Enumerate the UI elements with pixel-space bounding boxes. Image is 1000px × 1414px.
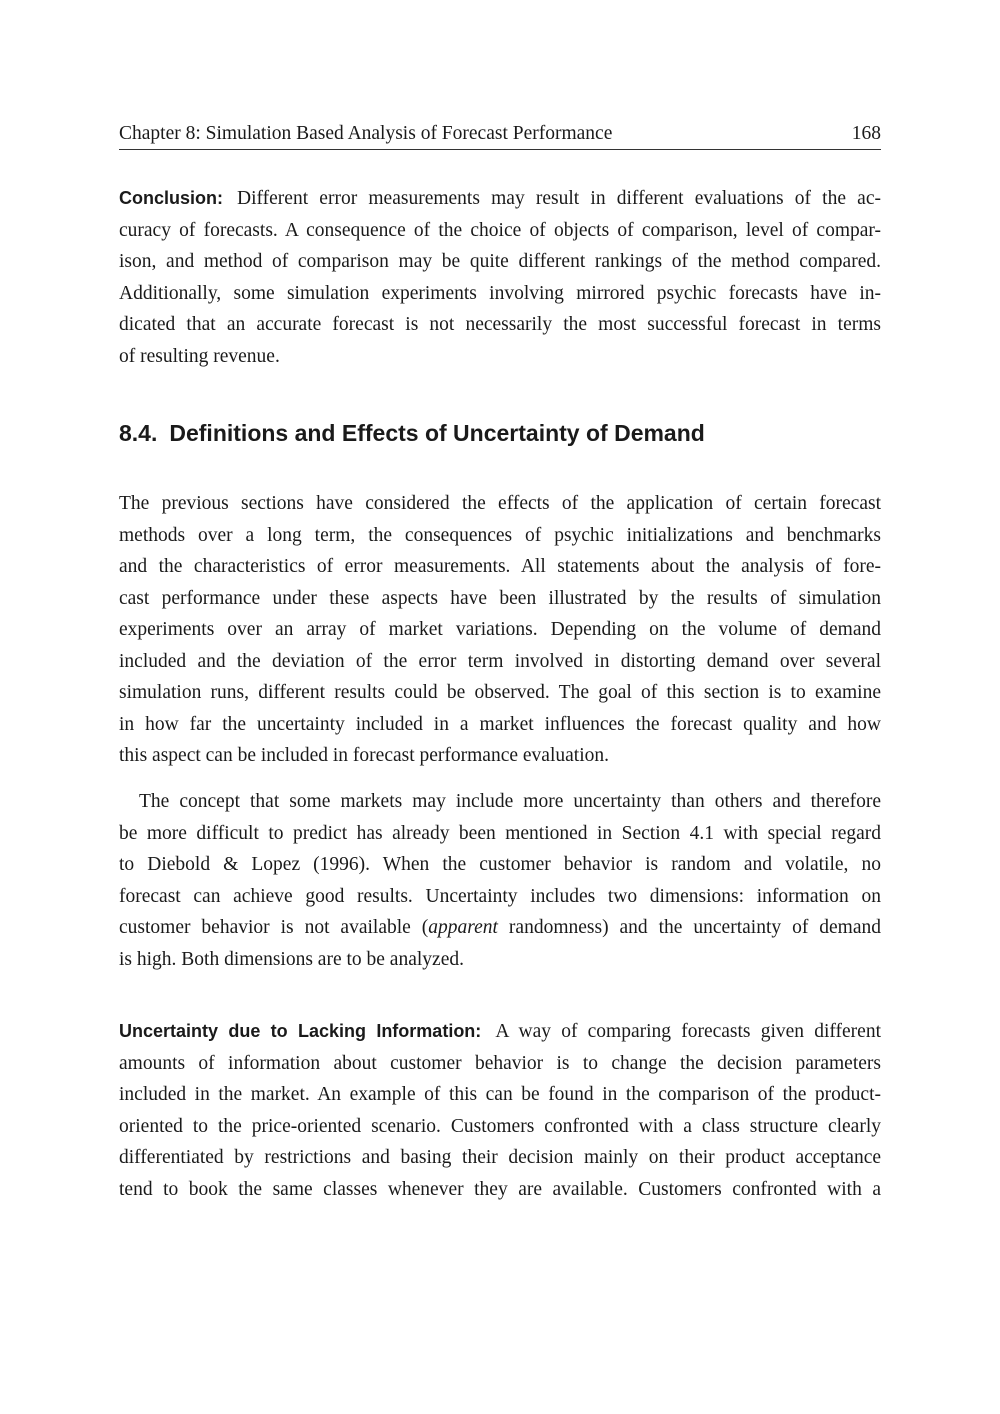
paragraph-1-line: cast performance under these aspects have been illustrated by the results of simulation bbox=[119, 587, 881, 609]
conclusion-paragraph bbox=[119, 183, 881, 372]
section-title: Definitions and Effects of Uncertainty of Demand bbox=[169, 420, 705, 446]
paragraph-1-line: simulation runs, different results could be observed. The goal of this section is to examine bbox=[119, 682, 881, 703]
conclusion-line-4: Additionally, some simulation experiments involving mirrored psychic forecasts have in- bbox=[119, 282, 881, 304]
conclusion-line-5: dicated that an accurate forecast is not necessarily the most successful forecast in terms bbox=[119, 314, 881, 335]
conclusion-line-2: curacy of forecasts. A consequence of the choice of objects of comparison, level of compar- bbox=[119, 219, 881, 241]
uncertainty-line: tend to book the same classes whenever they are available. Customers confronted with a bbox=[119, 1178, 881, 1200]
section-number: 8.4. bbox=[119, 420, 158, 446]
uncertainty-line: oriented to the price-oriented scenario. Customers confronted with a class structure clearly bbox=[119, 1115, 881, 1137]
paragraph-1-line: included and the deviation of the error term involved in distorting demand over several bbox=[119, 650, 881, 672]
uncertainty-line: amounts of information about customer behavior is to change the decision parameters bbox=[119, 1052, 881, 1074]
chapter-title: Chapter 8: Simulation Based Analysis of Forecast Performance bbox=[119, 123, 613, 144]
paragraph-2-line: forecast can achieve good results. Uncertainty includes two dimensions: information on bbox=[119, 885, 881, 907]
paragraph-1-line: in how far the uncertainty included in a market influences the forecast quality and how bbox=[119, 713, 881, 735]
paragraph-1-line: methods over a long term, the consequences of psychic initializations and benchmarks bbox=[119, 524, 881, 546]
conclusion-line-1: Different error measurements may result in different evaluations of the ac- bbox=[237, 188, 881, 209]
paragraph-1-line: this aspect can be included in forecast performance evaluation. bbox=[119, 745, 609, 766]
section-heading bbox=[119, 420, 705, 447]
conclusion-line-3: ison, and method of comparison may be quite different rankings of the method compared. bbox=[119, 251, 881, 272]
page-number: 168 bbox=[851, 123, 881, 144]
paragraph-2-line: to Diebold & Lopez (1996). When the customer behavior is random and volatile, no bbox=[119, 854, 881, 875]
running-header bbox=[119, 121, 881, 150]
italic-apparent: apparent bbox=[428, 917, 498, 938]
paragraph-2-line: is high. Both dimensions are to be analyzed. bbox=[119, 948, 464, 970]
uncertainty-paragraph bbox=[119, 1016, 881, 1205]
paragraph-2-line: The concept that some markets may include more uncertainty than others and therefore bbox=[139, 791, 881, 812]
paragraph-2 bbox=[119, 786, 881, 975]
paragraph-1 bbox=[119, 488, 881, 772]
paragraph-1-line: The previous sections have considered the effects of the application of certain forecast bbox=[119, 493, 881, 514]
paragraph-1-line: experiments over an array of market variations. Depending on the volume of demand bbox=[119, 619, 881, 640]
conclusion-line-6: of resulting revenue. bbox=[119, 345, 280, 367]
uncertainty-line: included in the market. An example of this can be found in the comparison of the product- bbox=[119, 1084, 881, 1105]
paragraph-2-line: be more difficult to predict has already been mentioned in Section 4.1 with special regard bbox=[119, 822, 881, 844]
paragraph-2-line: customer behavior is not available (apparent randomness) and the uncertainty of demand bbox=[119, 917, 881, 938]
uncertainty-line: differentiated by restrictions and basing their decision mainly on their product acceptance bbox=[119, 1147, 881, 1168]
uncertainty-label: Uncertainty due to Lacking Information: bbox=[119, 1021, 482, 1041]
uncertainty-line-1: A way of comparing forecasts given different bbox=[495, 1021, 881, 1042]
paragraph-1-line: and the characteristics of error measurements. All statements about the analysis of fore- bbox=[119, 556, 881, 577]
conclusion-label: Conclusion: bbox=[119, 188, 223, 208]
